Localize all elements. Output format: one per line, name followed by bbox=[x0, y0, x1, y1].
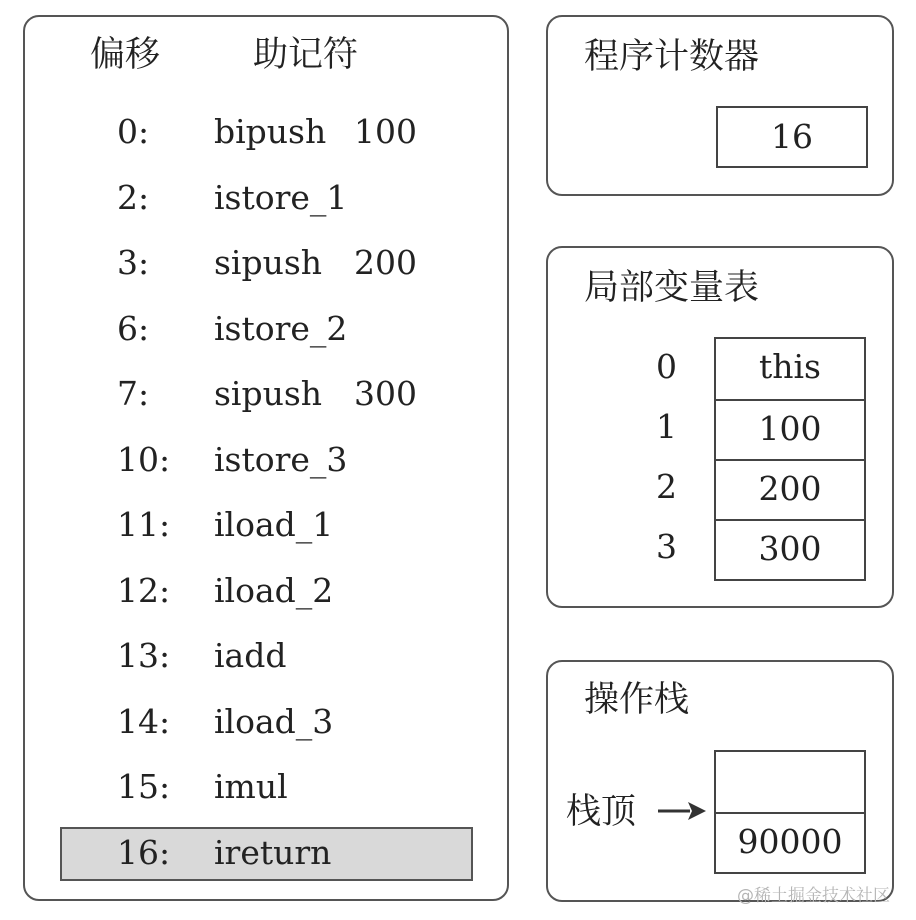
instruction-opcode: sipush bbox=[214, 374, 323, 413]
stack-slot bbox=[716, 752, 864, 812]
instruction-row bbox=[25, 238, 507, 288]
instruction-offset: 11: bbox=[117, 505, 171, 544]
instruction-opcode: iload_3 bbox=[214, 702, 334, 741]
instruction-operand: 300 bbox=[354, 374, 417, 413]
instruction-offset: 15: bbox=[117, 767, 171, 806]
instruction-offset: 13: bbox=[117, 636, 171, 675]
local-variables-table bbox=[714, 337, 866, 581]
operand-stack-panel bbox=[546, 660, 894, 902]
program-counter-value: 16 bbox=[716, 106, 868, 168]
instruction-offset: 7: bbox=[117, 374, 150, 413]
instruction-row bbox=[25, 697, 507, 747]
instruction-row bbox=[25, 173, 507, 223]
instruction-offset: 2: bbox=[117, 178, 150, 217]
instruction-opcode: istore_3 bbox=[214, 440, 348, 479]
operand-stack-box bbox=[714, 750, 866, 874]
instruction-row bbox=[25, 435, 507, 485]
instruction-row bbox=[25, 566, 507, 616]
instruction-row bbox=[25, 304, 507, 354]
instruction-opcode: istore_1 bbox=[214, 178, 348, 217]
local-variable-value: 300 bbox=[716, 519, 864, 579]
local-variables-title: 局部变量表 bbox=[584, 268, 760, 308]
local-variables-panel bbox=[546, 246, 894, 608]
instruction-offset: 6: bbox=[117, 309, 150, 348]
program-counter-title: 程序计数器 bbox=[584, 37, 760, 77]
instruction-offset: 14: bbox=[117, 702, 171, 741]
instruction-opcode: ireturn bbox=[214, 833, 332, 872]
current-instruction-row bbox=[25, 828, 507, 878]
instruction-opcode: iadd bbox=[214, 636, 287, 675]
instruction-row bbox=[25, 500, 507, 550]
instruction-operand: 200 bbox=[354, 243, 417, 282]
instruction-row bbox=[25, 107, 507, 157]
local-variable-index: 2 bbox=[656, 467, 677, 506]
mnemonic-column-header: 助记符 bbox=[253, 35, 359, 75]
offset-column-header: 偏移 bbox=[90, 35, 161, 75]
local-variable-index: 0 bbox=[656, 347, 677, 386]
instruction-opcode: iload_1 bbox=[214, 505, 334, 544]
local-variable-value: 100 bbox=[716, 399, 864, 459]
stack-slot: 90000 bbox=[716, 812, 864, 872]
program-counter-panel bbox=[546, 15, 894, 196]
instruction-opcode: bipush bbox=[214, 112, 327, 151]
instruction-offset: 0: bbox=[117, 112, 150, 151]
local-variable-value: this bbox=[758, 347, 821, 386]
local-variable-value: 200 bbox=[716, 459, 864, 519]
instruction-opcode: imul bbox=[214, 767, 288, 806]
instruction-row bbox=[25, 631, 507, 681]
instruction-opcode: iload_2 bbox=[214, 571, 334, 610]
instruction-offset: 10: bbox=[117, 440, 171, 479]
operand-stack-title: 操作栈 bbox=[584, 680, 690, 720]
instruction-operand: 100 bbox=[354, 112, 417, 151]
instruction-offset: 16: bbox=[117, 833, 171, 872]
instruction-offset: 3: bbox=[117, 243, 150, 282]
instruction-row bbox=[25, 369, 507, 419]
stack-top-label: 栈顶 bbox=[566, 792, 637, 832]
instruction-offset: 12: bbox=[117, 571, 171, 610]
watermark: @稀土掘金技术社区 bbox=[737, 886, 890, 906]
instruction-opcode: istore_2 bbox=[214, 309, 348, 348]
local-variable-index: 3 bbox=[656, 527, 677, 566]
bytecode-panel bbox=[23, 15, 509, 901]
local-variable-index: 1 bbox=[656, 407, 677, 446]
instruction-opcode: sipush bbox=[214, 243, 323, 282]
instruction-row bbox=[25, 762, 507, 812]
arrow-right-icon bbox=[656, 796, 708, 826]
arrow-head bbox=[688, 802, 706, 820]
